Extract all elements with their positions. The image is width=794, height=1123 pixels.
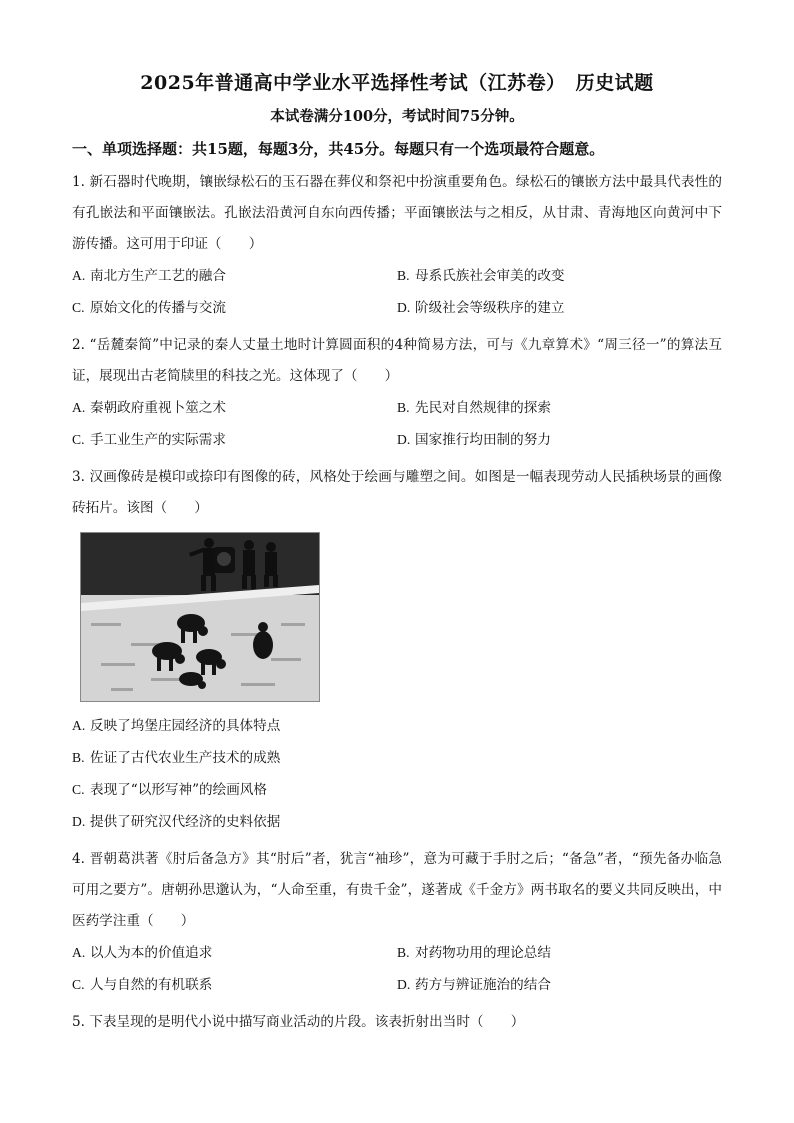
option-c[interactable]: C. 表现了“以形写神”的绘画风格 bbox=[72, 782, 268, 798]
question-stem: 2. “岳麓秦简”中记录的秦人丈量土地时计算圆面积的4种简易方法，可与《九章算术》“周三径一”的算法互证，展现出古老简牍里的科技之光。这体现了（ ） bbox=[72, 337, 722, 384]
question-3 bbox=[72, 462, 722, 838]
option-d[interactable]: D. 提供了研究汉代经济的史料依据 bbox=[72, 814, 281, 830]
rice-transplanting-rubbing-graphic bbox=[81, 533, 319, 701]
option-a[interactable]: A. 南北方生产工艺的融合 bbox=[72, 268, 226, 284]
option-c[interactable]: C. 人与自然的有机联系 bbox=[72, 977, 213, 993]
exam-title: 2025年普通高中学业水平选择性考试（江苏卷） 历史试题 bbox=[140, 72, 654, 94]
options-group bbox=[72, 710, 722, 838]
option-b[interactable]: B. 对药物功用的理论总结 bbox=[397, 945, 551, 961]
question-2 bbox=[72, 330, 722, 456]
question-stem: 5. 下表呈现的是明代小说中描写商业活动的片段。该表折射出当时（ ） bbox=[72, 1014, 525, 1030]
question-stem: 4. 晋朝葛洪著《肘后备急方》其“肘后”者，犹言“袖珍”，意为可藏于手肘之后；“备急”者，“预先备办临急可用之要方”。唐朝孙思邈认为，“人命至重，有贵千金”，遂著成《千金方》两书取名的要义共同反映出，中医药学注重（ ） bbox=[72, 851, 722, 929]
option-b[interactable]: B. 母系氏族社会审美的改变 bbox=[397, 268, 565, 284]
question-4 bbox=[72, 844, 722, 1001]
options-group bbox=[72, 937, 722, 1001]
question-stem: 1. 新石器时代晚期，镶嵌绿松石的玉石器在葬仪和祭祀中扮演重要角色。绿松石的镶嵌方法中最具代表性的有孔嵌法和平面镶嵌法。孔嵌法沿黄河自东向西传播；平面镶嵌法与之相反，从甘肃、青海地区向黄河中下游传播。这可用于印证（ ） bbox=[72, 174, 722, 252]
option-c[interactable]: C. 原始文化的传播与交流 bbox=[72, 300, 226, 316]
options-group bbox=[72, 260, 722, 324]
question-1 bbox=[72, 167, 722, 324]
option-b[interactable]: B. 先民对自然规律的探索 bbox=[397, 400, 551, 416]
question-5 bbox=[72, 1007, 722, 1038]
option-d[interactable]: D. 药方与辨证施治的结合 bbox=[397, 977, 551, 993]
exam-subtitle: 本试卷满分100分，考试时间75分钟。 bbox=[270, 108, 524, 125]
section-heading-single-choice: 一、单项选择题：共15题，每题3分，共45分。每题只有一个选项最符合题意。 bbox=[72, 140, 605, 158]
option-d[interactable]: D. 国家推行均田制的努力 bbox=[397, 432, 551, 448]
option-a[interactable]: A. 反映了坞堡庄园经济的具体特点 bbox=[72, 718, 281, 734]
question-stem: 3. 汉画像砖是模印或捺印有图像的砖，风格处于绘画与雕塑之间。如图是一幅表现劳动人民插秧场景的画像砖拓片。该图（ ） bbox=[72, 469, 722, 516]
han-brick-rubbing-image bbox=[80, 532, 320, 702]
option-b[interactable]: B. 佐证了古代农业生产技术的成熟 bbox=[72, 750, 281, 766]
option-a[interactable]: A. 秦朝政府重视卜筮之术 bbox=[72, 400, 226, 416]
options-group bbox=[72, 392, 722, 456]
option-d[interactable]: D. 阶级社会等级秩序的建立 bbox=[397, 300, 565, 316]
option-c[interactable]: C. 手工业生产的实际需求 bbox=[72, 432, 226, 448]
option-a[interactable]: A. 以人为本的价值追求 bbox=[72, 945, 213, 961]
